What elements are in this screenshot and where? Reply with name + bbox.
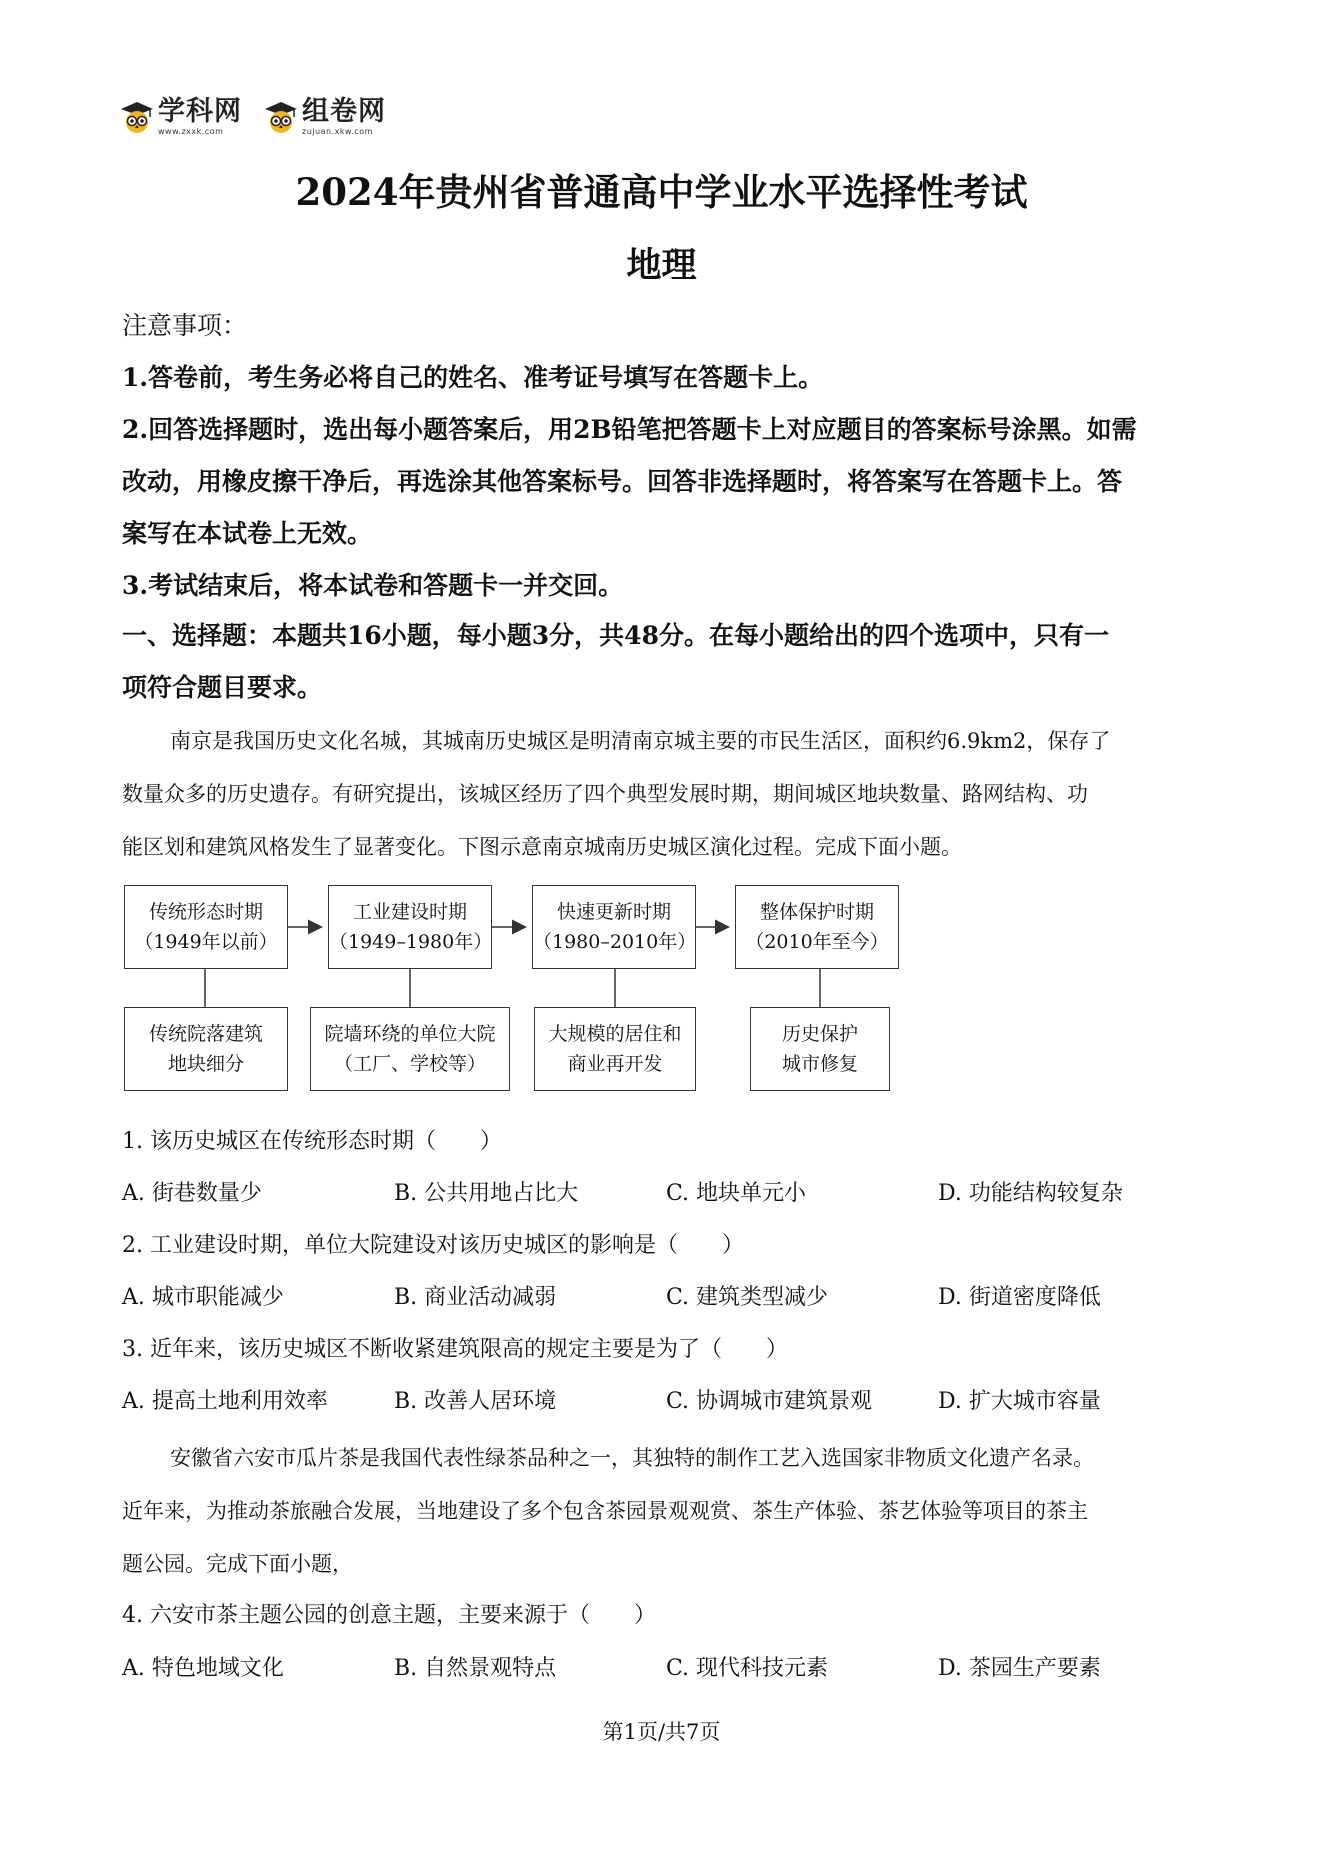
passage-luan-tea [122,1432,1207,1591]
option-a: A. 城市职能减少 [122,1285,284,1310]
evolution-diagram [120,885,920,1095]
note-line: 2.回答选择题时，选出每小题答案后，用2B铅笔把答题卡上对应题目的答案标号涂黑。如需 [122,415,1137,444]
header-logos [120,98,386,136]
feature-text: 历史保护 [781,1023,858,1045]
stage-box-traditional [124,885,288,969]
feature-text: 大规模的居住和 [548,1023,682,1045]
note-line: 3.考试结束后，将本试卷和答题卡一并交回。 [122,571,624,600]
feature-box-rapid-renewal [534,1007,696,1091]
page-number: 第1页/共7页 [602,1720,721,1744]
logo-url: zujuan.xkw.com [302,127,373,136]
passage-line: 题公园。完成下面小题， [122,1552,353,1576]
owl-logo-icon [264,100,298,134]
option-b: B. 公共用地占比大 [394,1181,579,1206]
option-a: A. 街巷数量少 [122,1181,262,1206]
exam-notes [122,300,1204,612]
feature-box-industrial [310,1007,510,1091]
option-a: A. 特色地域文化 [122,1656,284,1681]
stage-period: （1980–2010年） [533,931,697,953]
feature-box-traditional [124,1007,288,1091]
stage-period: （2010年至今） [745,931,889,953]
logo-zxxk [120,98,242,136]
option-b: B. 自然景观特点 [394,1656,557,1681]
passage-line: 南京是我国历史文化名城，其城南历史城区是明清南京城主要的市民生活区，面积约6.9km2，保存了 [170,729,1111,753]
option-b: B. 改善人居环境 [394,1389,557,1414]
question-2: 2. 工业建设时期，单位大院建设对该历史城区的影响是（ ） [122,1233,744,1258]
feature-text: 商业再开发 [567,1053,663,1075]
stage-box-protection [735,885,899,969]
note-line: 改动，用橡皮擦干净后，再选涂其他答案标号。回答非选择题时，将答案写在答题卡上。答 [122,467,1123,496]
passage-line: 能区划和建筑风格发生了显著变化。下图示意南京城南历史城区演化过程。完成下面小题。 [122,835,962,859]
stage-box-industrial [328,885,492,969]
question-4: 4. 六安市茶主题公园的创意主题，主要来源于（ ） [122,1603,656,1628]
exam-title: 2024年贵州省普通高中学业水平选择性考试 [295,170,1028,214]
logo-name: 学科网 [158,96,242,127]
logo-zujuan [264,98,386,136]
option-d: D. 茶园生产要素 [938,1656,1101,1681]
question-3: 3. 近年来，该历史城区不断收紧建筑限高的规定主要是为了（ ） [122,1337,788,1362]
stage-name: 快速更新时期 [556,901,671,923]
option-a: A. 提高土地利用效率 [122,1389,328,1414]
section-heading [122,610,1204,714]
option-c: C. 建筑类型减少 [666,1285,829,1310]
note-line: 1.答卷前，考生务必将自己的姓名、准考证号填写在答题卡上。 [122,363,824,392]
logo-name: 组卷网 [302,96,386,127]
exam-subject: 地理 [626,245,697,286]
stage-name: 整体保护时期 [759,901,874,923]
question-1: 1. 该历史城区在传统形态时期（ ） [122,1129,502,1154]
option-b: B. 商业活动减弱 [394,1285,557,1310]
logo-url: www.zxxk.com [158,127,224,136]
option-c: C. 地块单元小 [666,1181,807,1206]
feature-text: （工厂、学校等） [333,1053,486,1075]
option-d: D. 街道密度降低 [938,1285,1101,1310]
stage-period: （1949–1980年） [329,931,493,953]
option-d: D. 功能结构较复杂 [938,1181,1123,1206]
feature-text: 地块细分 [167,1053,244,1075]
section-line: 一、选择题：本题共16小题，每小题3分，共48分。在每小题给出的四个选项中，只有一 [122,621,1109,650]
feature-text: 城市修复 [781,1053,858,1075]
passage-line: 近年来，为推动茶旅融合发展，当地建设了多个包含茶园景观观赏、茶生产体验、茶艺体验等项目的茶主 [122,1499,1088,1523]
feature-text: 院墙环绕的单位大院 [324,1023,496,1045]
feature-box-protection [750,1007,890,1091]
passage-line: 数量众多的历史遗存。有研究提出，该城区经历了四个典型发展时期，期间城区地块数量、路网结构、功 [122,782,1088,806]
stage-period: （1949年以前） [134,931,278,953]
notes-heading: 注意事项： [122,311,248,340]
passage-line: 安徽省六安市瓜片茶是我国代表性绿茶品种之一，其独特的制作工艺入选国家非物质文化遗产名录。 [170,1446,1094,1470]
option-c: C. 协调城市建筑景观 [666,1389,873,1414]
owl-logo-icon [120,100,154,134]
note-line: 案写在本试卷上无效。 [122,519,373,548]
stage-name: 传统形态时期 [148,901,263,923]
stage-box-rapid-renewal [532,885,696,969]
section-line: 项符合题目要求。 [122,673,323,702]
passage-nanjing [122,715,1207,874]
feature-text: 传统院落建筑 [148,1023,263,1045]
option-d: D. 扩大城市容量 [938,1389,1101,1414]
option-c: C. 现代科技元素 [666,1656,829,1681]
stage-name: 工业建设时期 [352,901,467,923]
